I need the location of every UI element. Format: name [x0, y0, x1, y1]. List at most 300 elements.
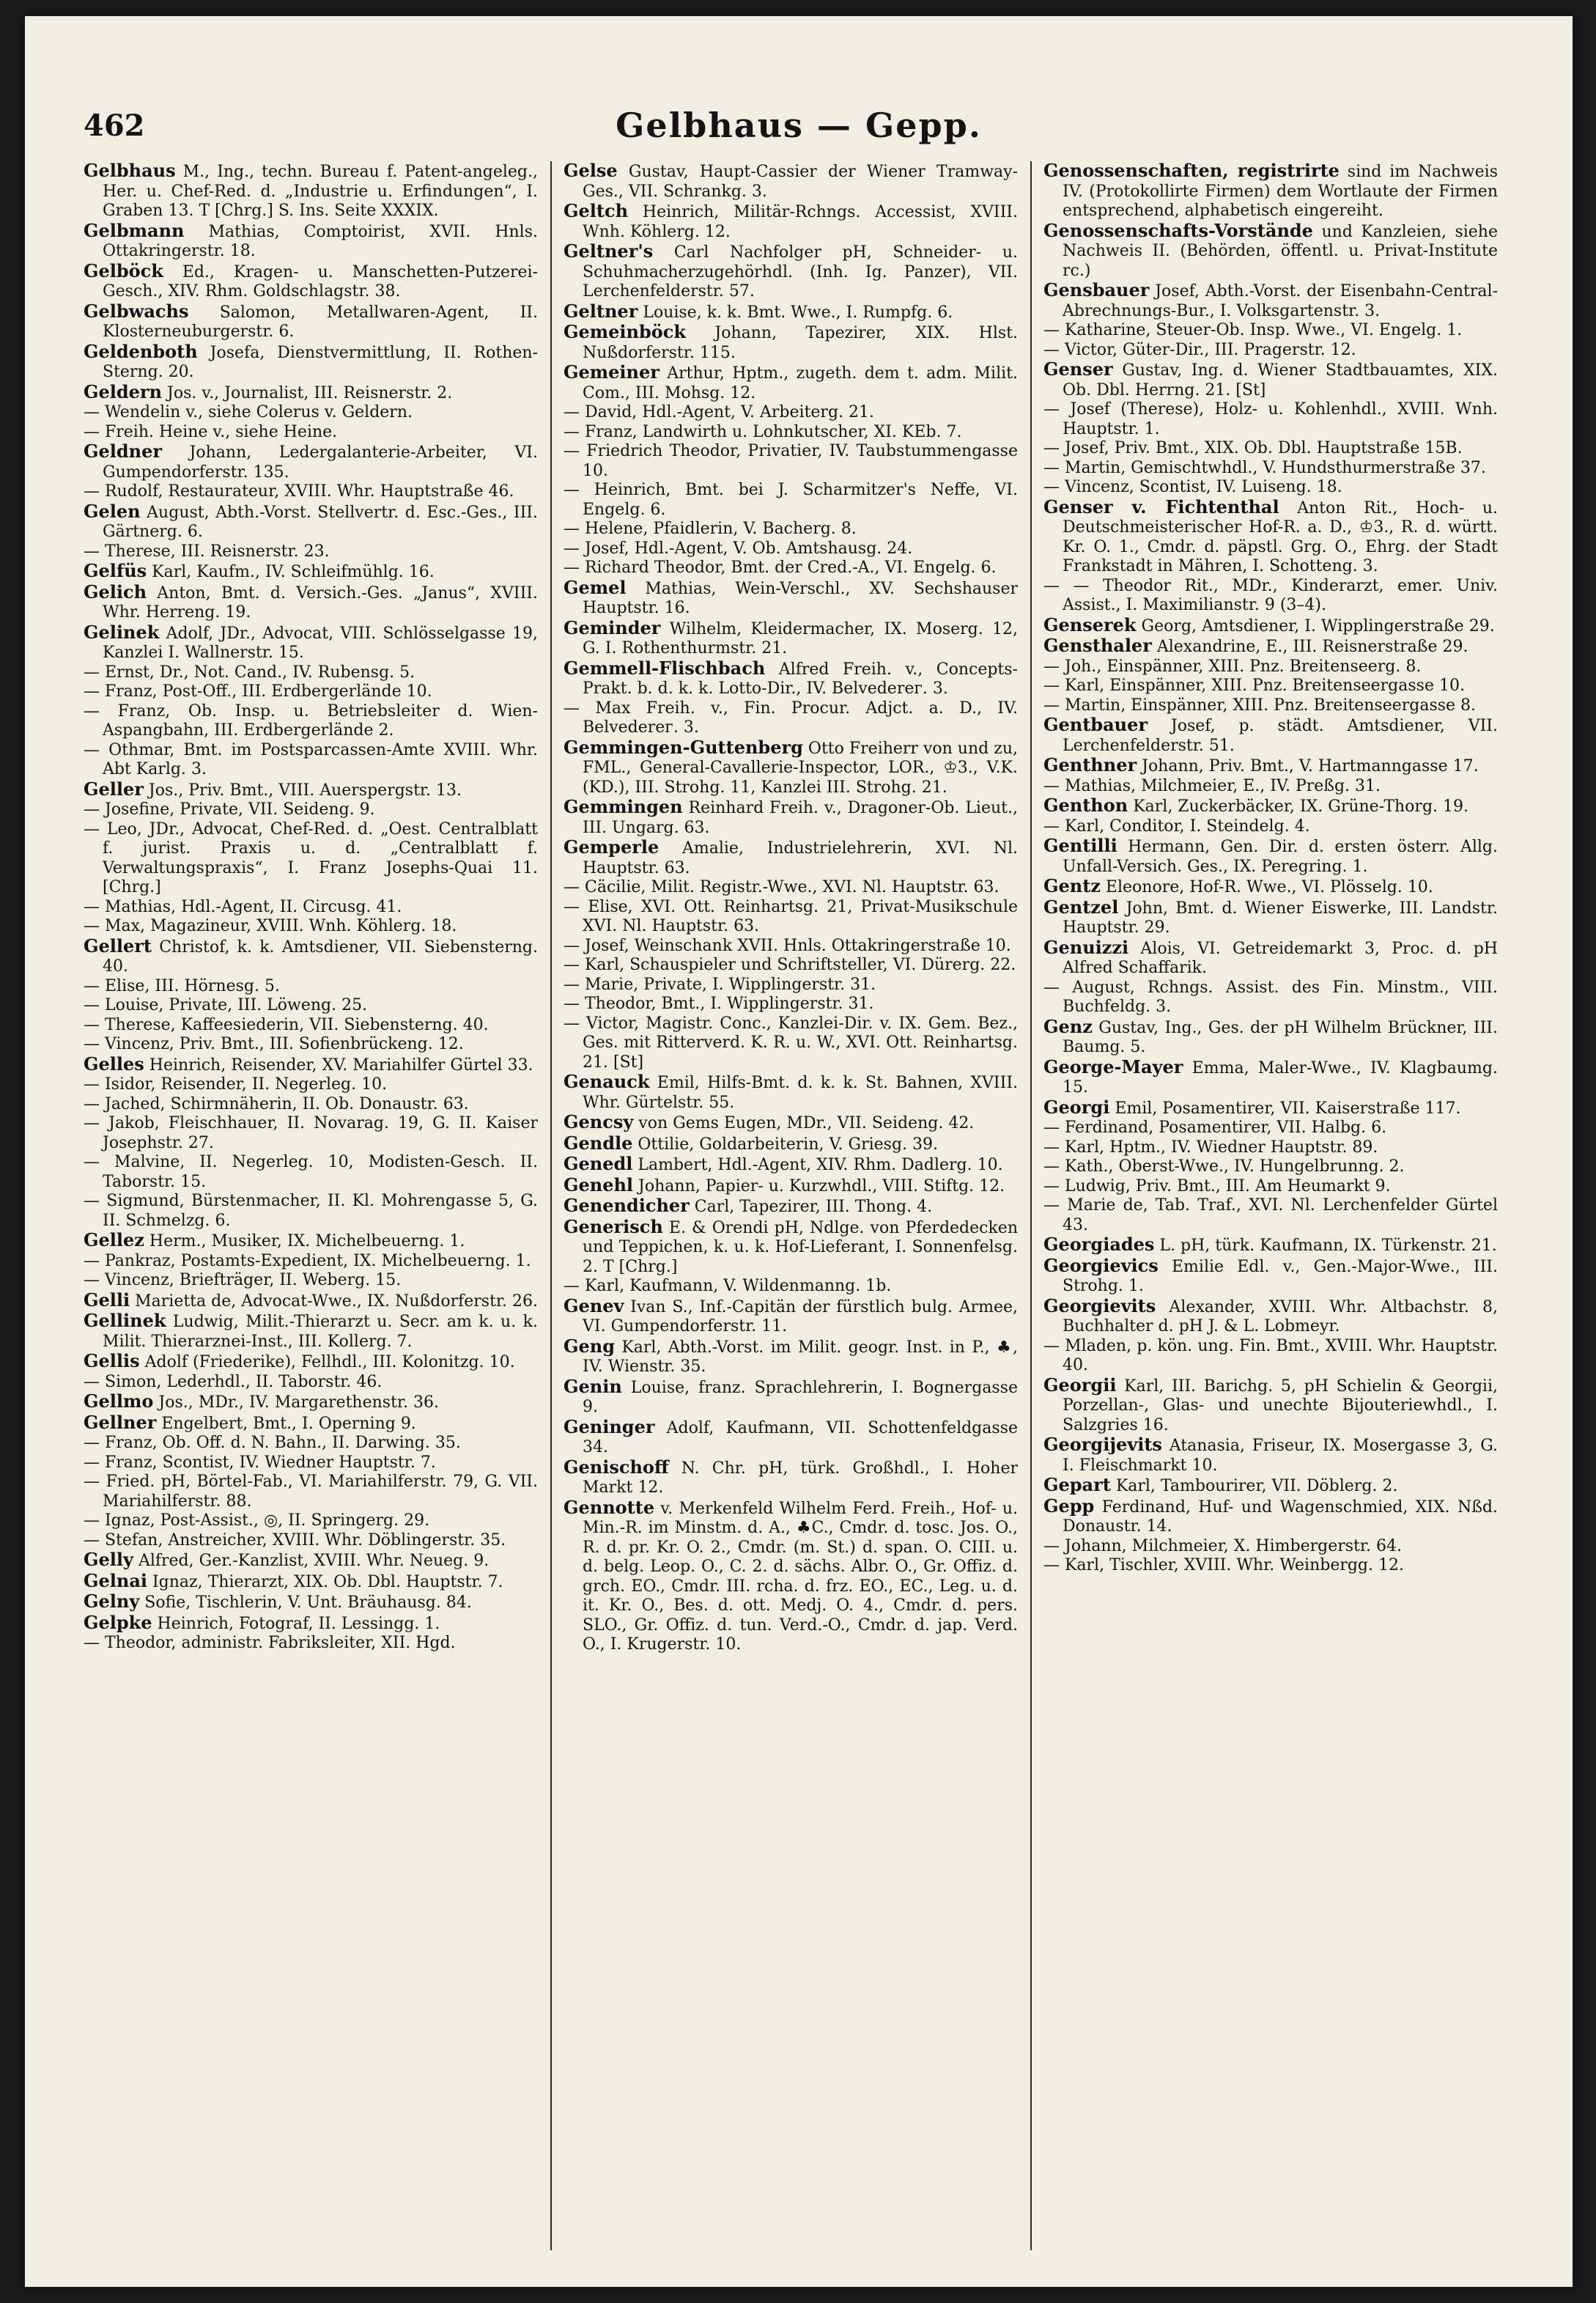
directory-entry — [84, 482, 538, 502]
entry-surname: Genser v. Fichtenthal — [1043, 495, 1279, 517]
entry-details: sind im Nachweis IV. (Protokollirte Firmen) dem Wortlaute der Firmen entsprechend, alphabetisch eingereiht. — [1063, 163, 1498, 220]
directory-entry — [1043, 400, 1498, 439]
entry-details: — Victor, Magistr. Conc., Kanzlei-Dir. v. IX. Gem. Bez., Ges. mit Ritterverd. K. R. u. W., XVI. Ott. Reinhartsg. 21. [St] — [564, 1014, 1018, 1072]
page-number: 462 — [84, 108, 145, 143]
entry-surname: Geminder — [564, 616, 661, 638]
entry-details: Alexandrine, E., III. Reisnerstraße 29. — [1151, 638, 1468, 656]
entry-surname: Genossenschafts-Vorstände — [1043, 219, 1313, 241]
entry-details: v. Merkenfeld Wilhelm Ferd. Freih., Hof- u. Min.-R. im Minstm. d. A., ♣C., Cmdr. d. tosc. Jos. O., R. d. pr. Kr. O. 2., Cmdr. (m. St.) d. span. O. CIII. u. d. belg. Leop. O., C. 2. d. sächs. Albr. O., Gr. Offiz. d. grch. EO., Cmdr. III. rcha. d. frz. EO., EC., Leg. u. d. it. Kr. O., Bes. d. ott. Medj. O. 4., Cmdr. d. pers. SLO., Gr. Offiz. d. tun. Verd.-O., Cmdr. d. jap. Verd. O., I. Krugerstr. 10. — [583, 1499, 1018, 1654]
entry-surname: Gelli — [84, 1289, 130, 1311]
entry-details: Jos. v., Journalist, III. Reisnerstr. 2. — [162, 383, 453, 402]
entry-details: — Josef (Therese), Holz- u. Kohlenhdl., XVIII. Wnh. Hauptstr. 1. — [1043, 400, 1498, 438]
directory-entry — [1043, 1376, 1498, 1436]
entry-surname: Generisch — [564, 1215, 663, 1237]
entry-details: Johann, Ledergalanterie-Arbeiter, VI. Gumpendorferstr. 135. — [103, 443, 538, 482]
entry-details: Karl, Kaufm., IV. Schleifmühlg. 16. — [147, 563, 435, 581]
entry-surname: Geldner — [84, 441, 163, 462]
entry-surname: Gelinek — [84, 621, 160, 643]
entry-surname: Genev — [564, 1294, 624, 1316]
directory-entry — [564, 956, 1018, 976]
directory-entry — [564, 1154, 1018, 1176]
entry-surname: Gelfüs — [84, 560, 147, 581]
entry-details: — Katharine, Steuer-Ob. Insp. Wwe., VI. Engelg. 1. — [1043, 321, 1463, 339]
entry-details: — Elise, III. Hörnesg. 5. — [84, 976, 280, 995]
directory-entry — [1043, 281, 1498, 321]
directory-entry — [1043, 817, 1498, 837]
entry-surname: Gelich — [84, 581, 147, 603]
entry-details: — Friedrich Theodor, Privatier, IV. Taubstummengasse 10. — [564, 442, 1018, 480]
entry-details: — Max Freih. v., Fin. Procur. Adjct. a. D., IV. Belvederег. 3. — [564, 699, 1018, 737]
directory-entry — [1043, 1055, 1498, 1098]
directory-entry — [564, 1173, 1018, 1197]
directory-entry — [84, 741, 538, 780]
entry-details: Mathias, Wein-Verschl., XV. Sechshauser Hauptstr. 16. — [583, 579, 1018, 617]
directory-entry — [84, 1055, 538, 1076]
entry-details: — Kath., Oberst-Wwe., IV. Hungelbrunng. 2. — [1043, 1157, 1405, 1176]
directory-entry — [84, 221, 538, 262]
entry-details: Anton Rit., Hoch- u. Deutschmeisterischer Hof-R. a. D., ♔3., R. d. württ. Kr. O. 1., Cmdr. d. päpstl. Grg. O., Ehrg. der Stadt Frankstadt in Mähren, I. Schotteng. 3. — [1063, 498, 1498, 575]
entry-surname: Geng — [564, 1335, 615, 1357]
entry-surname: Gentzel — [1043, 896, 1119, 918]
directory-entry — [84, 1035, 538, 1055]
entry-details: Jos., MDr., IV. Margarethenstr. 36. — [153, 1393, 439, 1412]
directory-entry — [84, 259, 538, 302]
directory-entry — [564, 161, 1018, 202]
entry-surname: Geldern — [84, 380, 163, 402]
directory-entry — [564, 1458, 1018, 1498]
entry-details: — Simon, Lederhdl., II. Taborstr. 46. — [84, 1372, 383, 1391]
entry-details: Georg, Amtsdiener, I. Wipplingerstraße 29. — [1136, 616, 1495, 635]
entry-surname: Gemeinböck — [564, 321, 687, 342]
entry-details: Josef, Abth.-Vorst. der Eisenbahn-Central-Abrechnungs-Bur., I. Volksgartenstr. 3. — [1063, 282, 1498, 320]
entry-surname: Gemmell-Flischbach — [564, 657, 766, 679]
directory-entry — [84, 1413, 538, 1434]
directory-entry — [1043, 796, 1498, 817]
directory-entry — [564, 481, 1018, 520]
entry-details: — Theodor, administr. Fabriksleiter, XII. Hgd. — [84, 1634, 456, 1652]
entry-details: — Heinrich, Bmt. bei J. Scharmitzer's Neffe, VI. Engelg. 6. — [564, 481, 1018, 519]
entry-details: Heinrich, Militär-Rchngs. Accessist, XVIII. Wnh. Köhlerg. 12. — [583, 203, 1018, 241]
columns — [84, 161, 1498, 2250]
entry-details: — Elise, XVI. Ott. Reinhartsg. 21, Privat-Musikschule XVI. Nl. Hauptstr. 63. — [564, 897, 1018, 935]
directory-entry — [84, 898, 538, 918]
entry-details: E. & Orendi pH, Ndlge. von Pferdedecken und Teppichen, k. u. k. Hof-Lieferant, I. Sonnenfelsg. 2. T [Chrg.] — [583, 1218, 1018, 1276]
directory-entry — [564, 898, 1018, 937]
entry-details: — Helene, Pfaidlerin, V. Bacherg. 8. — [564, 520, 857, 538]
entry-details: — Pankraz, Postamts-Expedient, IX. Michelbeuerng. 1. — [84, 1251, 531, 1270]
directory-entry — [1043, 1337, 1498, 1376]
directory-entry — [564, 423, 1018, 443]
entry-surname: Gelbwachs — [84, 300, 189, 322]
directory-entry — [84, 800, 538, 820]
entry-details: — Karl, Einspänner, XIII. Pnz. Breitenseergasse 10. — [1043, 677, 1465, 695]
directory-entry — [1043, 1157, 1498, 1177]
entry-details: — Marie, Private, I. Wipplingerstr. 31. — [564, 975, 876, 994]
directory-entry — [1043, 1138, 1498, 1158]
entry-details: — Ignaz, Post-Assist., ◎, II. Springerg. 29. — [84, 1511, 430, 1530]
entry-details: — — Theodor Rit., MDr., Kinderarzt, emer. Univ. Assist., I. Maximilianstr. 9 (3–4). — [1043, 576, 1498, 614]
directory-entry — [1043, 439, 1498, 459]
entry-details: — Jached, Schirmnäherin, II. Ob. Donaustr. 63. — [84, 1094, 469, 1113]
entry-surname: Gellinek — [84, 1310, 166, 1331]
entry-details: Wilhelm, Kleidermacher, IX. Moserg. 12, G. I. Rothenthurmstr. 21. — [583, 619, 1018, 657]
entry-details: — Therese, Kaffeesiederin, VII. Siebensterng. 40. — [84, 1015, 489, 1034]
entry-details: — Ferdinand, Posamentirer, VII. Halbg. 6. — [1043, 1119, 1387, 1137]
directory-entry — [84, 342, 538, 383]
entry-surname: Gelny — [84, 1591, 140, 1612]
entry-surname: Geltner — [564, 300, 638, 322]
entry-surname: Genz — [1043, 1015, 1093, 1037]
entry-details: Emilie Edl. v., Gen.-Major-Wwe., III. Strohg. 1. — [1063, 1257, 1498, 1295]
entry-details: — Franz, Post-Off., III. Erdbergerlände 10. — [84, 682, 432, 701]
directory-entry — [1043, 657, 1498, 677]
entry-details: Emil, Posamentirer, VII. Kaiserstraße 117. — [1109, 1099, 1461, 1118]
directory-entry — [84, 1511, 538, 1531]
entry-details: Alexander, XVIII. Whr. Altbachstr. 8, Buchhalter d. pH J. & L. Lobmeyr. — [1063, 1297, 1498, 1335]
directory-page — [25, 16, 1573, 2287]
directory-entry — [1043, 1475, 1498, 1497]
entry-surname: Gelse — [564, 161, 618, 181]
entry-surname: Georgi — [1043, 1096, 1110, 1118]
directory-entry — [84, 1613, 538, 1635]
entry-details: Johann, Tapezirer, XIX. Hlst. Nußdorferstr. 115. — [583, 324, 1018, 362]
entry-details: Gustav, Ing. d. Wiener Stadtbauamtes, XIX. Ob. Dbl. Herrng. 21. [St] — [1063, 361, 1498, 399]
directory-entry — [84, 403, 538, 423]
directory-entry — [1043, 1235, 1498, 1256]
entry-details: — Johann, Milchmeier, X. Himbergerstr. 64. — [1043, 1536, 1402, 1555]
directory-entry — [564, 797, 1018, 838]
entry-details: Karl, Tambourirer, VII. Döblerg. 2. — [1110, 1477, 1398, 1495]
entry-details: N. Chr. pH, türk. Großhdl., I. Hoher Markt 12. — [583, 1459, 1018, 1497]
entry-details: — Vincenz, Scontist, IV. Luiseng. 18. — [1043, 478, 1342, 496]
entry-details: Otto Freiherr von und zu, FML., General-Cavallerie-Inspector, LOR., ♔3., V.K. (KD.), III. Strohg. 11, Kanzlei III. Strohg. 21. — [583, 739, 1018, 797]
directory-entry — [1043, 1098, 1498, 1119]
entry-details: — Freih. Heine v., siehe Heine. — [84, 422, 338, 441]
directory-entry — [564, 1294, 1018, 1337]
directory-entry — [1043, 161, 1498, 221]
entry-details: Anton, Bmt. d. Versich.-Ges. „Janus“, XVIII. Whr. Herreng. 19. — [103, 583, 538, 622]
entry-details: — Max, Magazineur, XVIII. Wnh. Köhlerg. 18. — [84, 917, 457, 935]
directory-entry — [564, 995, 1018, 1014]
directory-entry — [84, 423, 538, 443]
entry-details: — Mathias, Hdl.-Agent, II. Circusg. 41. — [84, 897, 402, 916]
entry-details: John, Bmt. d. Wiener Eiswerke, III. Landstr. Hauptstr. 29. — [1063, 899, 1498, 937]
entry-details: M., Ing., techn. Bureau f. Patent-angeleg., Her. u. Chef-Red. d. „Industrie u. Erfindungen“, I. Graben 13. T [Chrg.] S. Ins. Seite XXXIX. — [103, 163, 538, 220]
entry-details: Salomon, Metallwaren-Agent, II. Klosterneuburgerstr. 6. — [103, 303, 538, 341]
directory-entry — [564, 1196, 1018, 1217]
entry-surname: Gepp — [1043, 1495, 1095, 1517]
directory-entry — [564, 242, 1018, 302]
entry-surname: Gellner — [84, 1411, 157, 1433]
entry-surname: Gentz — [1043, 875, 1101, 896]
entry-surname: Gepart — [1043, 1474, 1111, 1495]
entry-details: Eleonore, Hof-R. Wwe., VI. Plösselg. 10. — [1100, 878, 1433, 896]
directory-entry — [84, 380, 538, 404]
directory-entry — [84, 1473, 538, 1511]
directory-entry — [564, 442, 1018, 481]
entry-details: — Wendelin v., siehe Colerus v. Geldern. — [84, 403, 413, 421]
directory-entry — [564, 363, 1018, 403]
directory-entry — [1043, 777, 1498, 797]
directory-entry — [84, 161, 538, 221]
entry-details: Ignaz, Thierarzt, XIX. Ob. Dbl. Hauptstr. 7. — [147, 1572, 503, 1591]
directory-entry — [84, 1392, 538, 1413]
entry-details: — Isidor, Reisender, II. Negerleg. 10. — [84, 1075, 388, 1094]
column-divider — [1030, 161, 1032, 2250]
entry-details: Josef, p. städt. Amtsdiener, VII. Lerchenfelderstr. 51. — [1063, 717, 1498, 755]
directory-entry — [564, 1498, 1018, 1655]
entry-details: Adolf, Kaufmann, VII. Schottenfeldgasse 34. — [583, 1418, 1018, 1456]
entry-details: — Marie de, Tab. Traf., XVI. Nl. Lerchenfelder Gürtel 43. — [1043, 1196, 1498, 1234]
entry-surname: Genin — [564, 1375, 622, 1397]
entry-surname: Genischoff — [564, 1456, 669, 1478]
entry-surname: Gendle — [564, 1132, 633, 1154]
directory-entry — [84, 623, 538, 663]
entry-surname: Gensbauer — [1043, 279, 1150, 301]
directory-entry — [1043, 613, 1498, 637]
entry-details: Ottilie, Goldarbeiterin, V. Griesg. 39. — [632, 1135, 939, 1154]
entry-details: Johann, Papier- u. Kurzwhdl., VIII. Stiftg. 12. — [633, 1176, 1005, 1195]
directory-entry — [1043, 1294, 1498, 1337]
directory-entry — [84, 1291, 538, 1312]
directory-entry — [1043, 1177, 1498, 1197]
entry-surname: Gelnai — [84, 1569, 147, 1591]
directory-entry — [1043, 696, 1498, 716]
running-title: Gelbhaus — Gepp. — [616, 106, 982, 145]
entry-details: — Karl, Conditor, I. Steindelg. 4. — [1043, 817, 1310, 836]
entry-details: Lambert, Hdl.-Agent, XIV. Rhm. Dadlerg. 10. — [632, 1156, 1003, 1174]
entry-details: — Martin, Gemischtwhdl., V. Hundsthurmerstraße 37. — [1043, 458, 1486, 477]
directory-entry — [84, 1075, 538, 1095]
entry-surname: Genauck — [564, 1071, 650, 1092]
entry-surname: Georgii — [1043, 1374, 1117, 1396]
column-2 — [564, 161, 1018, 2250]
directory-entry — [84, 682, 538, 702]
entry-details: — Theodor, Bmt., I. Wipplingerstr. 31. — [564, 995, 874, 1013]
entry-surname: Gelböck — [84, 259, 163, 281]
entry-details: und Kanzleien, siehe Nachweis II. (Behörden, öffentl. u. Privat-Institute rc.) — [1063, 222, 1498, 280]
directory-entry — [84, 302, 538, 342]
entry-surname: Georgievits — [1043, 1294, 1156, 1316]
directory-entry — [564, 838, 1018, 878]
directory-entry — [84, 996, 538, 1016]
entry-details: — Rudolf, Restaurateur, XVIII. Whr. Hauptstraße 46. — [84, 482, 514, 501]
directory-entry — [564, 1217, 1018, 1278]
entry-details: — Vincenz, Briefträger, II. Weberg. 15. — [84, 1271, 402, 1289]
directory-entry — [564, 1415, 1018, 1458]
entry-details: — Karl, Schauspieler und Schriftsteller, VI. Dürerg. 22. — [564, 956, 1016, 974]
directory-entry — [84, 702, 538, 741]
directory-entry — [84, 1114, 538, 1153]
entry-surname: Geltch — [564, 200, 629, 221]
entry-details: Karl, Abth.-Vorst. im Milit. geogr. Inst. in P., ♣, IV. Wienstr. 35. — [583, 1338, 1018, 1376]
directory-entry — [1043, 360, 1498, 400]
directory-entry — [1043, 221, 1498, 281]
directory-entry — [84, 1373, 538, 1393]
entry-details: Josefa, Dienstvermittlung, II. Rothen-Sterng. 20. — [103, 343, 538, 381]
entry-details: — Victor, Güter-Dir., III. Pragerstr. 12. — [1043, 340, 1356, 359]
entry-surname: Geltner's — [564, 240, 654, 262]
directory-entry — [84, 663, 538, 683]
entry-details: Sofie, Tischlerin, V. Unt. Bräuhausg. 84. — [139, 1593, 472, 1612]
directory-entry — [1043, 495, 1498, 577]
directory-entry — [84, 917, 538, 937]
entry-details: Adolf (Friederike), Fellhdl., III. Kolonitzg. 10. — [139, 1353, 515, 1371]
entry-surname: Gelpke — [84, 1611, 152, 1633]
directory-entry — [84, 1453, 538, 1473]
entry-details: — Karl, Tischler, XVIII. Whr. Weinbergg. 12. — [1043, 1556, 1404, 1574]
entry-surname: Gemmingen-Guttenberg — [564, 736, 803, 758]
page-header — [84, 103, 1514, 154]
directory-entry — [1043, 341, 1498, 361]
entry-surname: George-Mayer — [1043, 1055, 1183, 1077]
directory-entry — [84, 1095, 538, 1115]
entry-details: — August, Rchngs. Assist. des Fin. Minstm., VIII. Buchfeldg. 3. — [1043, 978, 1498, 1016]
directory-entry — [1043, 1556, 1498, 1576]
directory-entry — [84, 1592, 538, 1613]
column-divider — [550, 161, 552, 2250]
entry-details: Atanasia, Friseur, IX. Mosergasse 3, G. I. Fleischmarkt 10. — [1063, 1437, 1498, 1475]
directory-entry — [564, 976, 1018, 995]
directory-entry — [564, 1134, 1018, 1155]
entry-details: Marietta de, Advocat-Wwe., IX. Nußdorferstr. 26. — [130, 1291, 538, 1311]
entry-details: Karl, III. Barichg. 5, pH Schielin & Georgii, Porzellan-, Glas- und unechte Bijouteriewhdl., I. Salzgries 16. — [1063, 1377, 1498, 1434]
entry-details: Alfred, Ger.-Kanzlist, XVIII. Whr. Neueg. 9. — [133, 1552, 489, 1570]
entry-details: Carl Nachfolger pH, Schneider- u. Schuhmacherzugehörhdl. (Inh. Ig. Panzer), VII. Lerchenfelderstr. 57. — [583, 243, 1018, 301]
entry-details: Jos., Priv. Bmt., VIII. Auerspergstr. 13. — [143, 781, 462, 800]
directory-entry — [84, 1016, 538, 1036]
directory-entry — [84, 561, 538, 583]
entry-details: — Fried. pH, Börtel-Fab., VI. Mariahilferstr. 79, G. VII. Mariahilferstr. 88. — [84, 1473, 538, 1511]
directory-entry — [1043, 478, 1498, 498]
entry-details: Ludwig, Milit.-Thierarzt u. Secr. am k. u. k. Milit. Thierarznei-Inst., III. Kollerg. 7. — [103, 1313, 538, 1351]
directory-entry — [564, 539, 1018, 559]
directory-entry — [84, 1571, 538, 1593]
directory-entry — [84, 1252, 538, 1272]
entry-surname: Georgiades — [1043, 1234, 1155, 1255]
entry-details: — Franz, Ob. Off. d. N. Bahn., II. Darwing. 35. — [84, 1434, 461, 1452]
entry-details: — Stefan, Anstreicher, XVIII. Whr. Döblingerstr. 35. — [84, 1530, 506, 1550]
directory-entry — [564, 616, 1018, 659]
entry-details: — Franz, Ob. Insp. u. Betriebsleiter d. Wien-Aspangbahn, III. Erdbergerlände 2. — [84, 701, 538, 740]
entry-surname: Gentilli — [1043, 835, 1117, 856]
directory-entry — [1043, 1119, 1498, 1138]
entry-details: — David, Hdl.-Agent, V. Arbeiterg. 21. — [564, 403, 875, 421]
entry-details: Herm., Musiker, IX. Michelbeuerng. 1. — [144, 1232, 465, 1250]
directory-entry — [564, 1014, 1018, 1073]
directory-entry — [1043, 1196, 1498, 1235]
directory-entry — [564, 559, 1018, 578]
directory-entry — [1043, 321, 1498, 341]
directory-entry — [1043, 636, 1498, 657]
entry-details: Karl, Zuckerbäcker, IX. Grüne-Thorg. 19. — [1128, 797, 1469, 816]
entry-surname: Gennotte — [564, 1496, 655, 1518]
directory-entry — [564, 403, 1018, 423]
directory-entry — [564, 878, 1018, 898]
directory-entry — [84, 442, 538, 482]
entry-details: Carl, Tapezirer, III. Thong. 4. — [689, 1198, 933, 1216]
entry-details: — Karl, Hptm., IV. Wiedner Hauptstr. 89. — [1043, 1138, 1378, 1157]
entry-surname: Genserek — [1043, 613, 1137, 635]
directory-entry — [84, 542, 538, 562]
entry-details: — Joh., Einspänner, XIII. Pnz. Breitenseerg. 8. — [1043, 657, 1422, 676]
directory-entry — [1043, 1017, 1498, 1058]
entry-surname: Gemeiner — [564, 361, 660, 383]
entry-details: — Franz, Scontist, IV. Wiedner Hauptstr. 7. — [84, 1453, 436, 1472]
entry-details: — Franz, Landwirth u. Lohnkutscher, XI. KEb. 7. — [564, 422, 962, 441]
directory-entry — [1043, 715, 1498, 756]
entry-surname: Gellez — [84, 1229, 144, 1250]
directory-entry — [84, 1153, 538, 1192]
entry-surname: Genendicher — [564, 1195, 690, 1216]
entry-surname: Genthner — [1043, 754, 1137, 775]
entry-details: — Karl, Kaufmann, V. Wildenmanng. 1b. — [564, 1277, 892, 1295]
entry-details: — Ernst, Dr., Not. Cand., IV. Rubensg. 5. — [84, 663, 415, 682]
entry-details: Gustav, Ing., Ges. der pH Wilhelm Brückner, III. Baumg. 5. — [1063, 1018, 1498, 1056]
directory-entry — [564, 1337, 1018, 1377]
entry-details: Heinrich, Fotograf, II. Lessingg. 1. — [152, 1614, 440, 1633]
directory-entry — [1043, 1537, 1498, 1557]
entry-details: — Jakob, Fleischhauer, II. Novarag. 19, G. II. Kaiser Josephstr. 27. — [84, 1114, 538, 1152]
entry-details: — Josef, Hdl.-Agent, V. Ob. Amtshausg. 24. — [564, 539, 913, 558]
entry-surname: Gelbhaus — [84, 161, 176, 181]
entry-details: Emma, Maler-Wwe., IV. Klagbaumg. 15. — [1063, 1058, 1498, 1097]
entry-details: — Ludwig, Priv. Bmt., III. Am Heumarkt 9. — [1043, 1176, 1391, 1195]
directory-entry — [564, 937, 1018, 957]
entry-details: Ivan S., Inf.-Capitän der fürstlich bulg. Armee, VI. Gumpendorferstr. 11. — [583, 1297, 1018, 1335]
directory-entry — [1043, 677, 1498, 696]
entry-details: — Mladen, p. kön. ung. Fin. Bmt., XVIII. Whr. Hauptstr. 40. — [1043, 1336, 1498, 1374]
directory-entry — [564, 578, 1018, 619]
directory-entry — [1043, 577, 1498, 616]
directory-entry — [84, 1271, 538, 1291]
directory-entry — [84, 1434, 538, 1453]
entry-details: — Vincenz, Priv. Bmt., III. Sofienbrückeng. 12. — [84, 1035, 464, 1053]
directory-entry — [84, 780, 538, 801]
entry-surname: Genser — [1043, 358, 1113, 380]
directory-entry — [564, 323, 1018, 363]
directory-entry — [84, 1231, 538, 1252]
entry-details: Alfred Freih. v., Concepts-Prakt. b. d. k. k. Lotto-Dir., IV. Belvederег. 3. — [583, 660, 1018, 698]
entry-surname: Gelly — [84, 1549, 133, 1570]
directory-entry — [1043, 1256, 1498, 1297]
entry-surname: Genossenschaften, registrirte — [1043, 161, 1340, 181]
entry-surname: Geninger — [564, 1415, 655, 1437]
entry-details: Christof, k. k. Amtsdiener, VII. Siebensterng. 40. — [103, 937, 538, 976]
directory-entry — [1043, 1497, 1498, 1537]
entry-details: — Josef, Priv. Bmt., XIX. Ob. Dbl. Hauptstraße 15B. — [1043, 439, 1463, 457]
entry-surname: Gencsy — [564, 1111, 634, 1132]
directory-entry — [84, 1550, 538, 1571]
directory-entry — [84, 1531, 538, 1551]
entry-details: — Sigmund, Bürstenmacher, II. Kl. Mohrengasse 5, G. II. Schmelzg. 6. — [84, 1192, 538, 1230]
entry-surname: Gelen — [84, 500, 141, 522]
entry-details: — Richard Theodor, Bmt. der Cred.-A., VI. Engelg. 6. — [564, 559, 997, 577]
directory-entry — [1043, 1435, 1498, 1475]
entry-details: Hermann, Gen. Dir. d. ersten österr. Allg. Unfall-Versich. Ges., IX. Peregring. 1. — [1063, 838, 1498, 876]
directory-entry — [1043, 979, 1498, 1017]
entry-details: Ed., Kragen- u. Manschetten-Putzerei-Gesch., XIV. Rhm. Goldschlagstr. 38. — [103, 262, 538, 301]
entry-details: — Leo, JDr., Advocat, Chef-Red. d. „Oest. Centralblatt f. jurist. Praxis u. d. „Centralblatt f. Verwaltungspraxis“, I. Franz Josephs-Quai 11. [Chrg.] — [84, 819, 538, 896]
entry-details: von Gems Eugen, MDr., VII. Seideng. 42. — [633, 1114, 975, 1132]
entry-details: Adolf, JDr., Advocat, VIII. Schlösselgasse 19, Kanzlei I. Wallnerstr. 15. — [103, 624, 538, 662]
directory-entry — [1043, 898, 1498, 938]
entry-surname: Genehl — [564, 1173, 634, 1195]
entry-surname: Gellmo — [84, 1390, 154, 1412]
directory-entry — [84, 977, 538, 997]
directory-entry — [564, 1277, 1018, 1297]
entry-details: — Josefine, Private, VII. Seideng. 9. — [84, 800, 375, 819]
